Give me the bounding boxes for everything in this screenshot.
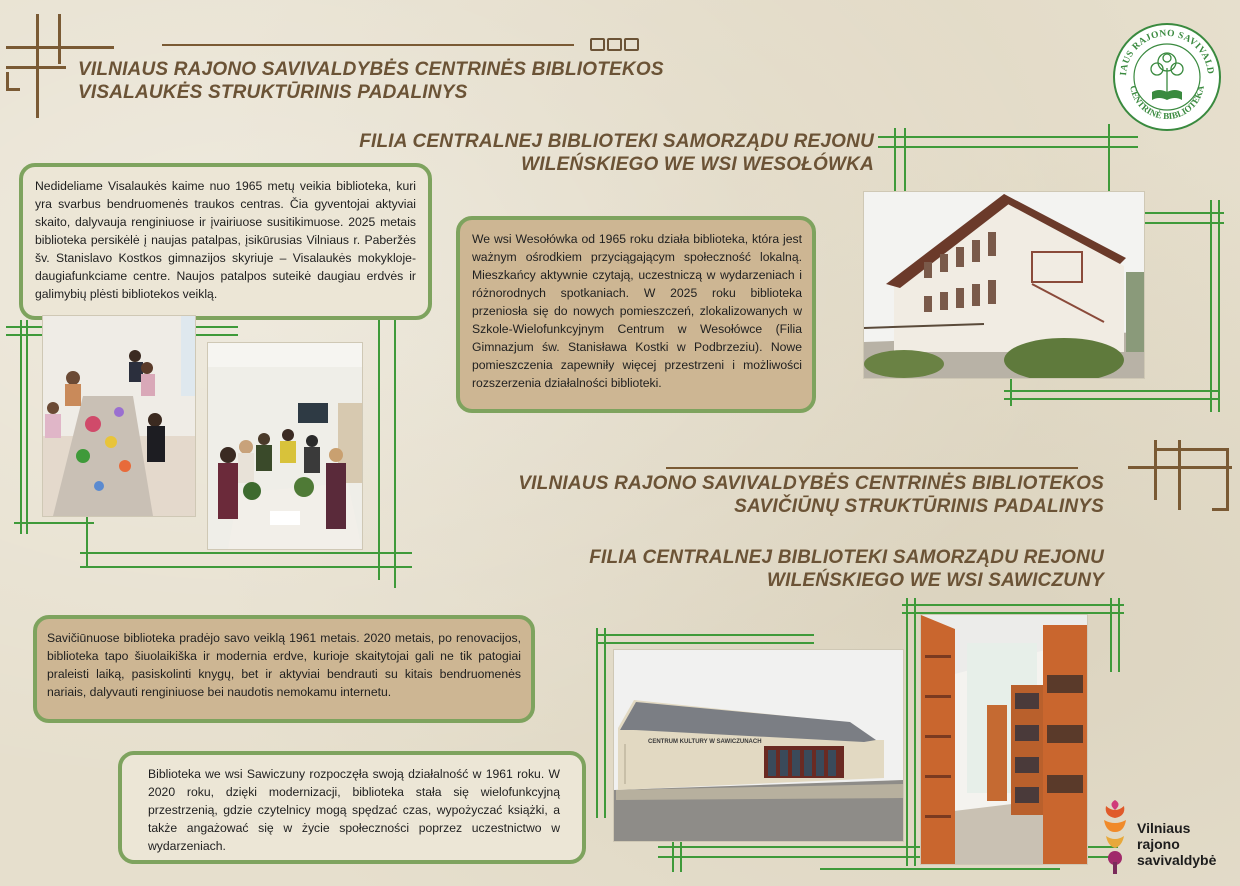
municipality-line1: Vilniaus <box>1137 820 1191 836</box>
library-logo <box>1112 22 1222 132</box>
photo-workshop-1 <box>42 315 196 517</box>
section2-title-lt: VILNIAUS RAJONO SAVIVALDYBĖS CENTRINĖS BIBLIOTEKOS SAVIČIŪNŲ STRUKTŪRINIS PADALINYS <box>518 473 1104 517</box>
logo-ring-bottom: CENTRINĖ BIBLIOTEKA <box>1128 84 1206 122</box>
section1-title-pl: FILIA CENTRALNEJ BIBLIOTEKI SAMORZĄDU REJONU WILEŃSKIEGO WE WSI WESOŁÓWKA <box>359 131 874 175</box>
municipality-emblem-icon <box>1100 796 1130 876</box>
photo-sawiczuny-building <box>613 649 904 842</box>
logo-ring-top: IAUS RAJONO SAVIVALD <box>1118 28 1216 76</box>
section2-text-pl: Biblioteka we wsi Sawiczuny rozpoczęła swoją działalność w 1961 roku. W 2020 roku, dzięki modernizacji, biblioteka stała się wielofunkcyjną przestrzenią, gdzie czytelnicy mogą spędzać czas, wypożyczać książki, a także angażować się w życie społeczności poprzez uczestnictwo w wydarzeniach. <box>118 751 586 864</box>
photo-workshop-2 <box>207 342 363 550</box>
building-sign: CENTRUM KULTURY W SAWICZUNACH <box>648 739 762 745</box>
photo-wesolowka-building <box>863 191 1145 379</box>
municipality-logo <box>1100 796 1230 876</box>
section2-title-pl: FILIA CENTRALNEJ BIBLIOTEKI SAMORZĄDU REJONU WILEŃSKIEGO WE WSI SAWICZUNY <box>589 547 1104 591</box>
municipality-line2: rajono <box>1137 836 1180 852</box>
section1-title-lt: VILNIAUS RAJONO SAVIVALDYBĖS CENTRINĖS BIBLIOTEKOS VISALAUKĖS STRUKTŪRINIS PADALINYS <box>78 59 664 103</box>
section1-text-pl: We wsi Wesołówka od 1965 roku działa biblioteka, która jest ważnym ośrodkiem przyciągającym społeczność lokalną. Mieszkańcy aktywnie czytają, uczestniczą w wydarzeniach i różnorodnych spotkaniach. W 2025 roku biblioteka przeniosła się do nowych pomieszczeń, zlokalizowanych w Szkole-Wielofunkcyjnym Centrum w Wesołówce (Filia Gimnazjum św. Stanisława Kostki w Podbrzeziu). Nowe pomieszczenia zapewniły więcej przestrzeni i możliwości rozszerzenia działalności biblioteki. <box>456 216 816 413</box>
municipality-line3: savivaldybė <box>1137 852 1217 868</box>
section1-text-lt: Nedideliame Visalaukės kaime nuo 1965 metų veikia biblioteka, kuri yra svarbus bendruomenės traukos centras. Čia gyventojai aktyviai skaito, dalyvauja renginiuose ir įvairiuose susitikimuose. 2025 metais biblioteka persikėlė į naujas patalpas, įsikūrusias Vilniaus r. Paberžės šv. Stanislavo Kostkos gimnazijos skyriuje – Visalaukės mokykloje-daugiafunkciame centre. Naujos patalpos suteikė daugiau erdvės ir galimybių plėsti bibliotekos veiklą. <box>19 163 432 320</box>
photo-library-interior <box>920 614 1088 865</box>
section2-text-lt: Savičiūnuose biblioteka pradėjo savo veiklą 1961 metais. 2020 metais, po renovacijos, biblioteka tapo šiuolaikiška ir modernia erdve, kurioje skaitytojai gali ne tik patogiai praleisti laiką, pasiskolinti knygų, bet ir aktyviai bendrauti su kitais bendruomenės nariais, dalyvauti renginiuose bei naudotis nemokamu internetu. <box>33 615 535 723</box>
